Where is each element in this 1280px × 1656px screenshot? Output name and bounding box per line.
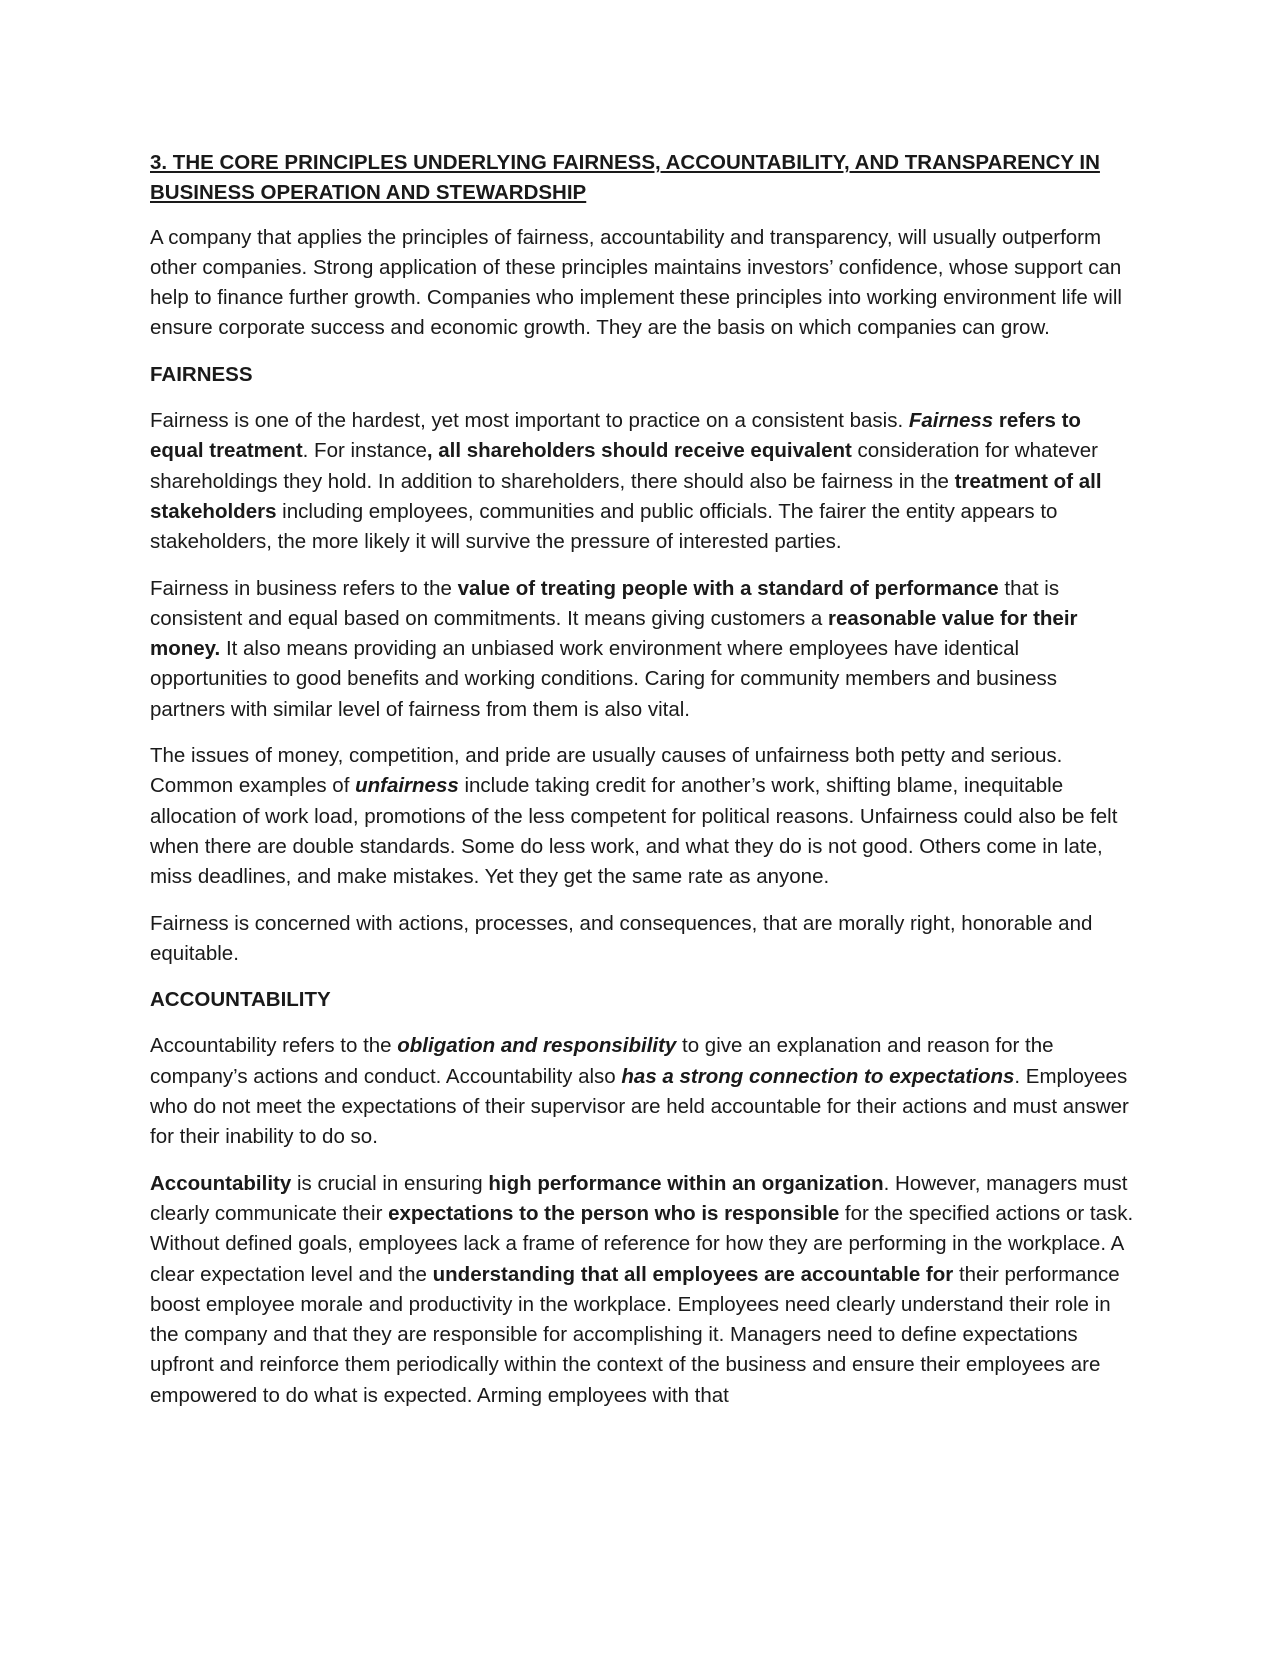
bold-text: , all shareholders should receive equivalent bbox=[426, 439, 852, 463]
text-run: Fairness is concerned with actions, processes, and consequences, that are morally right, honorable and equitable. bbox=[150, 911, 1093, 965]
text-run: for the specified actions or task. Without defined goals, employees lack a frame of reference for how they are performing in the workplace. A clear expectation level and the bbox=[150, 1201, 1134, 1286]
text-run: . However, managers must clearly communicate their bbox=[150, 1171, 1128, 1225]
accountability-paragraph-2 bbox=[150, 1169, 1135, 1411]
text-run: Fairness in business refers to the bbox=[150, 576, 458, 600]
bold-italic-text: unfairness bbox=[355, 774, 459, 798]
bold-italic-text: has a strong connection to expectations bbox=[621, 1064, 1015, 1088]
document-page bbox=[150, 148, 1135, 1427]
text-run: including employees, communities and public officials. The fairer the entity appears to stakeholders, the more likely it will survive the pressure of interested parties. bbox=[150, 499, 1058, 554]
text-run: It also means providing an unbiased work environment where employees have identical opportunities to good benefits and working conditions. Caring for community members and business partners with similar level of fairness from them is also vital. bbox=[150, 637, 1058, 721]
bold-text: expectations to the person who is responsible bbox=[388, 1201, 840, 1225]
bold-italic-text: Fairness bbox=[908, 409, 994, 433]
text-run: . For instance bbox=[302, 439, 427, 463]
text-run: include taking credit for another’s work, shifting blame, inequitable allocation of work load, promotions of the less competent for political reasons. Unfairness could also be felt when there are double standards. Some do less work, and what they do is not good. Others come in late, miss deadlines, and make mistakes. Yet they get the same rate as anyone. bbox=[150, 774, 1118, 889]
fairness-paragraph-2 bbox=[150, 574, 1135, 725]
text-run: to give an explanation and reason for the company’s actions and conduct. Accountability also bbox=[150, 1034, 1054, 1088]
fairness-paragraph-1 bbox=[150, 406, 1135, 557]
fairness-paragraph-3 bbox=[150, 741, 1135, 892]
fairness-heading: FAIRNESS bbox=[150, 362, 253, 386]
bold-text: Accountability bbox=[150, 1171, 292, 1195]
text-run: consideration for whatever shareholdings they hold. In addition to shareholders, there should also be fairness in the bbox=[150, 439, 1098, 493]
bold-text: reasonable value for their money. bbox=[150, 606, 1078, 661]
text-run: that is consistent and equal based on commitments. It means giving customers a bbox=[150, 576, 1060, 630]
bold-text: understanding that all employees are accountable for bbox=[432, 1262, 954, 1286]
accountability-paragraph-1 bbox=[150, 1031, 1135, 1152]
accountability-heading: ACCOUNTABILITY bbox=[150, 988, 331, 1012]
text-run: Fairness is one of the hardest, yet most important to practice on a consistent basis. bbox=[150, 409, 909, 433]
text-run: their performance boost employee morale and productivity in the workplace. Employees need clearly understand their role in the company and that they are responsible for accomplishing it. Managers need to define expectations upfront and reinforce them periodically within the context of the business and ensure their employees are empowered to do what is expected. Arming employees with that bbox=[150, 1262, 1120, 1407]
text-run: is crucial in ensuring bbox=[291, 1171, 489, 1195]
bold-text: treatment of all stakeholders bbox=[150, 469, 1102, 523]
text-run: The issues of money, competition, and pride are usually causes of unfairness both petty and serious. Common examples of bbox=[150, 744, 1063, 798]
bold-italic-text: obligation and responsibility bbox=[397, 1034, 677, 1058]
bold-text: refers to equal treatment bbox=[150, 409, 1081, 463]
text-run: Accountability refers to the bbox=[150, 1034, 398, 1058]
bold-text: value of treating people with a standard of performance bbox=[457, 576, 999, 600]
section-title: 3. THE CORE PRINCIPLES UNDERLYING FAIRNESS, ACCOUNTABILITY, AND TRANSPARENCY IN BUSINESS OPERATION AND STEWARDSHIP bbox=[150, 151, 1100, 205]
bold-text: high performance within an organization bbox=[488, 1171, 884, 1195]
fairness-paragraph-4 bbox=[150, 909, 1135, 970]
text-run: . Employees who do not meet the expectations of their supervisor are held accountable for their actions and must answer for their inability to do so. bbox=[150, 1064, 1129, 1149]
intro-paragraph: A company that applies the principles of fairness, accountability and transparency, will usually outperform other companies. Strong application of these principles maintains investors’ confidence, whose support can help to finance further growth. Companies who implement these principles into working environment life will ensure corporate success and economic growth. They are the basis on which companies can grow. bbox=[150, 225, 1122, 340]
